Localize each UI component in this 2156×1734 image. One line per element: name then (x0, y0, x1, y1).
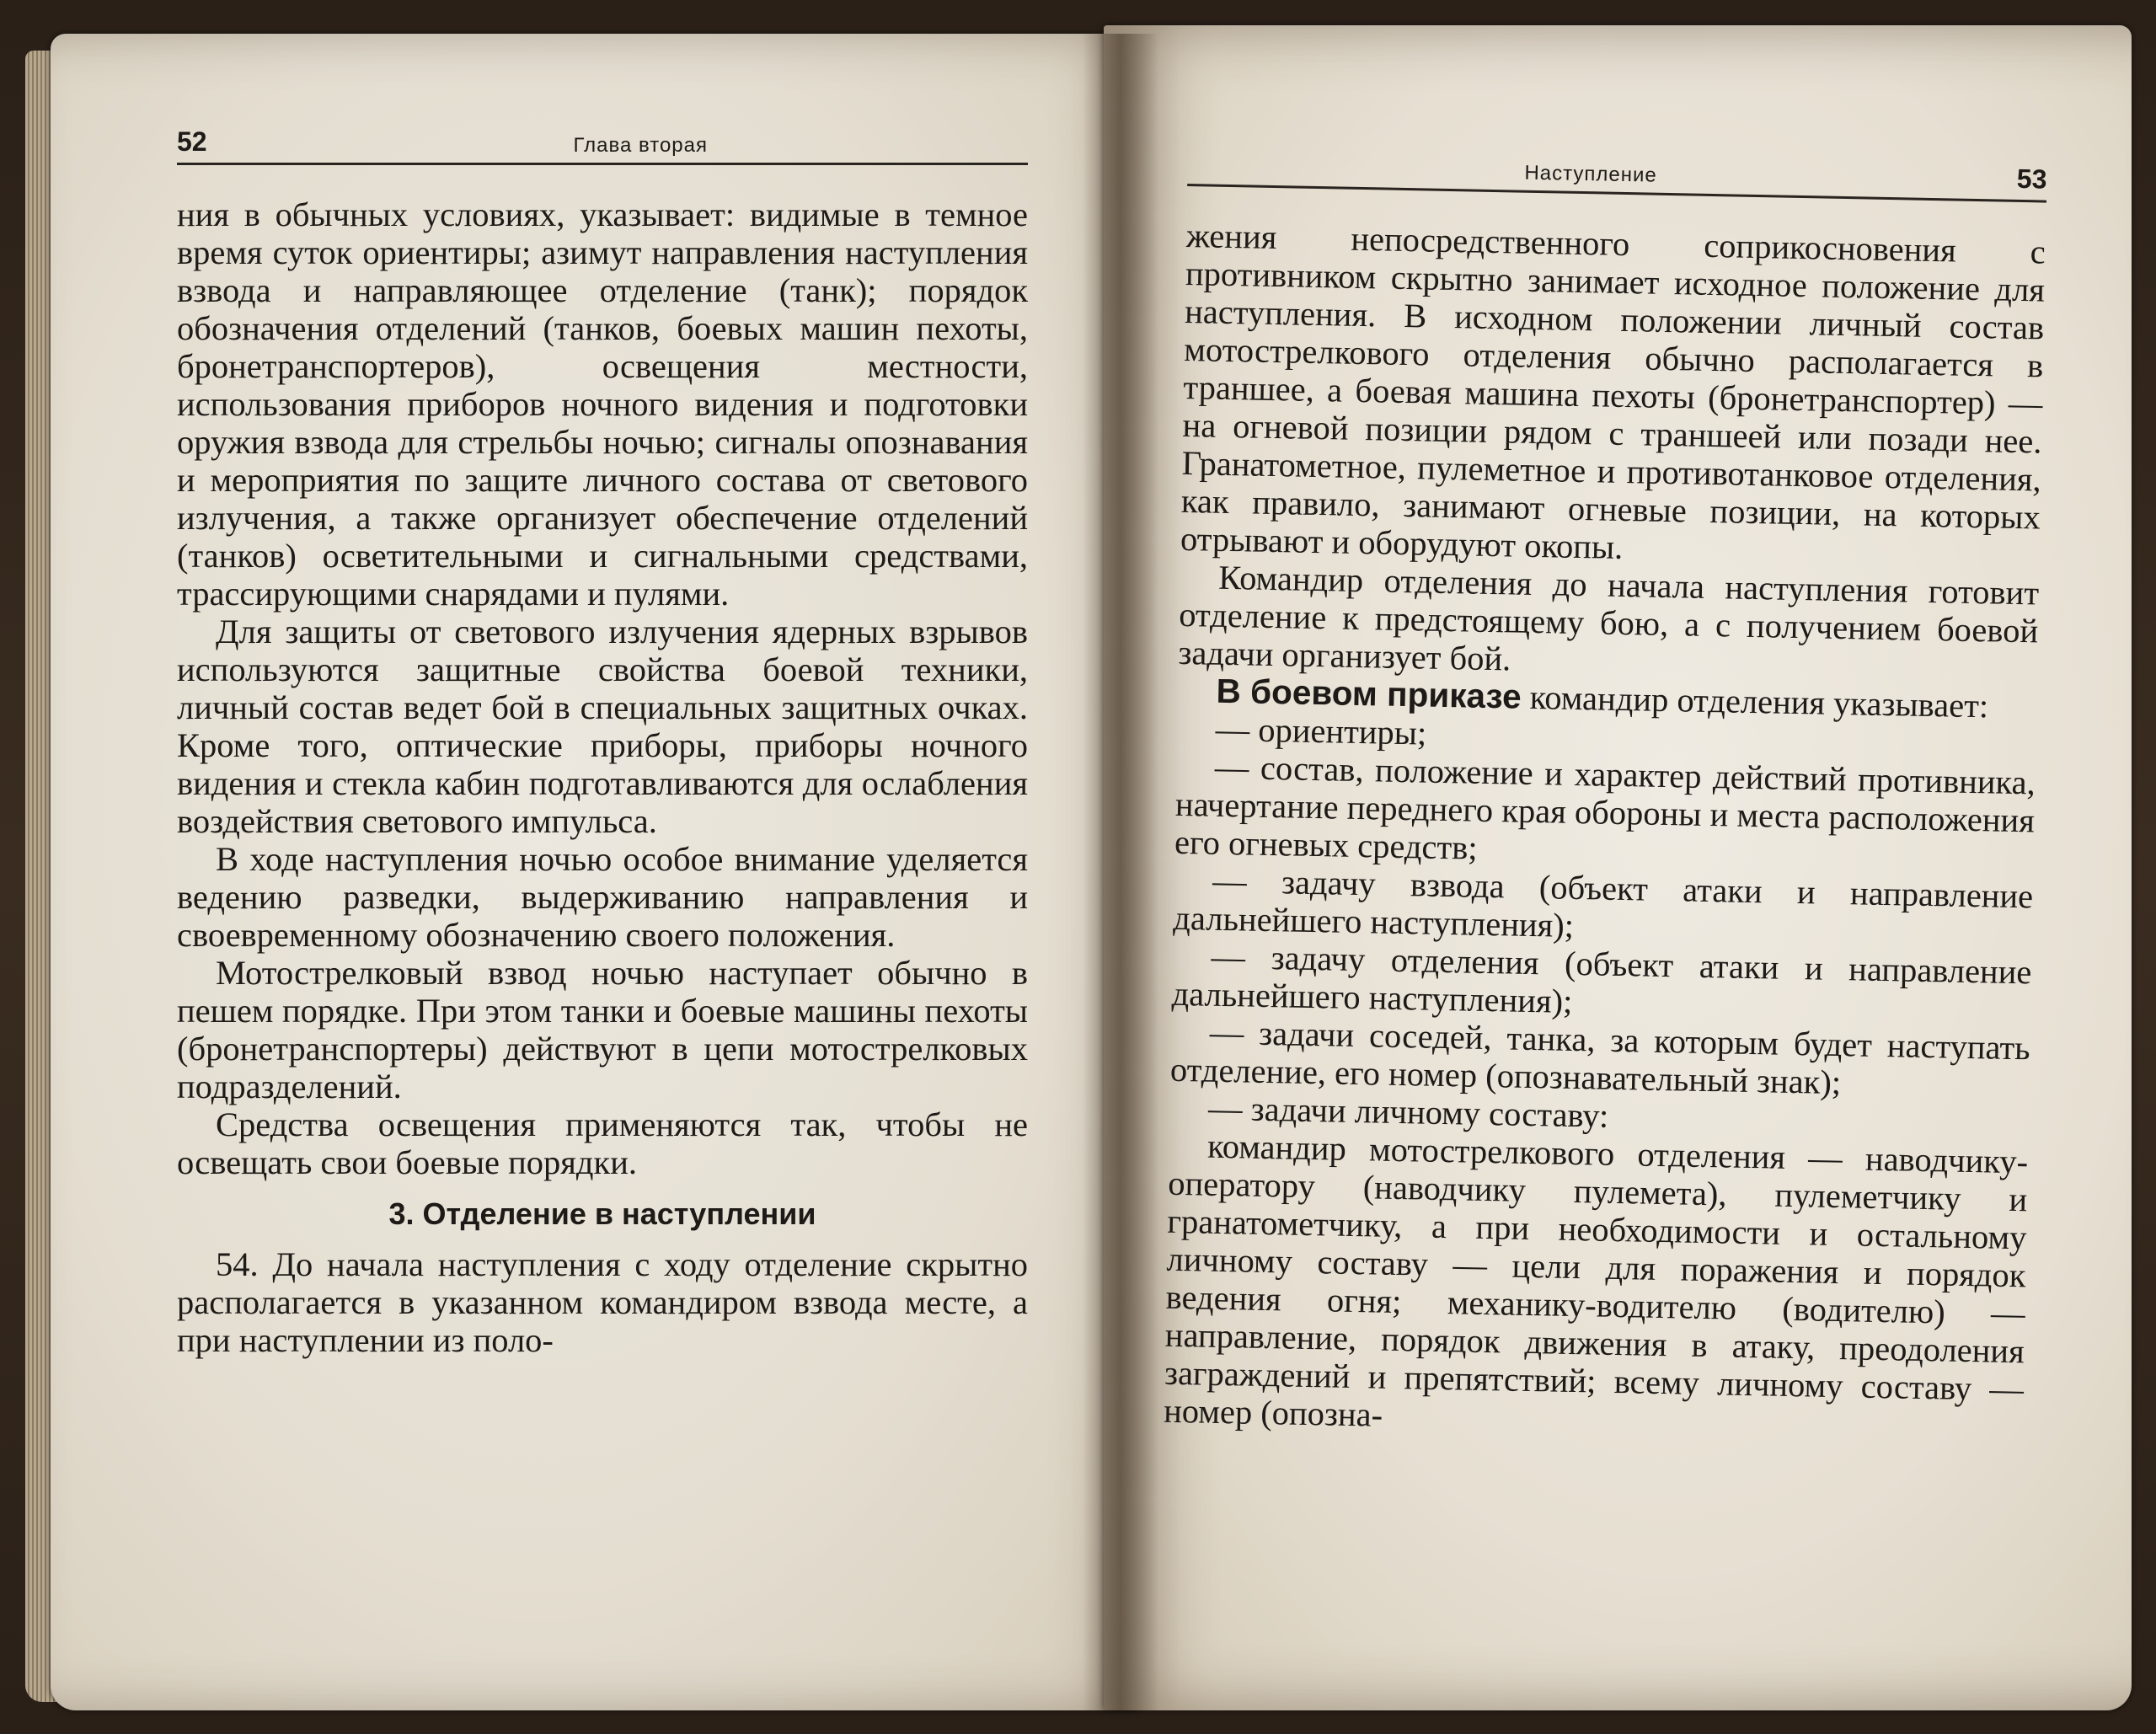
section-title: 3. Отделение в наступлении (388, 1196, 816, 1231)
list-item: — задачу взвода (объект атаки и направление дальнейшего наступления); (1173, 861, 2034, 945)
left-page-number: 52 (177, 126, 207, 157)
order-lead-bold: В боевом приказе (1216, 671, 1522, 716)
left-page (51, 34, 1137, 1710)
paragraph: Мотострелковый взвод ночью наступает обычно в пешем порядке. При этом танки и боевые машины пехоты (бронетранспортеры) действуют в цепи мотострелковых подразделений. (177, 954, 1028, 1105)
paragraph: В ходе наступления ночью особое внимание уделяется ведению разведки, выдерживанию направления и своевременному обозначению своего положения. (177, 840, 1028, 954)
list-item: — ориентиры; (1215, 709, 1427, 752)
list-item: — задачи соседей, танка, за которым будет наступать отделение, его номер (опознавательный знак); (1169, 1013, 2031, 1102)
right-page (1104, 25, 2132, 1710)
paragraph: ния в обычных условиях, указывает: видимые в темное время суток ориентиры; азимут направления наступления взвода и направляющее отделение (танк); порядок обозначения отделений (танков, боевых машин пехоты, бронетранспортеров), освещения местности, использования приборов ночного видения и подготовки оружия взвода для стрельбы ночью; сигналы опознавания и мероприятия по защите личного состава от светового излучения, а также организует обеспечение отделений (танков) осветительными и сигнальными средствами, трассирующими снарядами и пулями. (177, 195, 1028, 613)
right-page-header (1187, 147, 2047, 203)
paragraph: командир мотострелкового отделения — наводчику-оператору (наводчику пулемета), пулеметчику и гранатометчику, а при необходимости и остальному личному составу — цели для поражения и порядок ведения огня; механику-водителю (водителю) — направление, порядок движения в атаку, преодоления заграждений и препятствий; всему личному составу — номер (опозна- (1163, 1127, 2029, 1434)
order-lead-rest: командир отделения указывает: (1521, 677, 1989, 725)
paragraph: жения непосредственного соприкосновения с противником скрытно занимает исходное положение для наступления. В исходном положении личный состав мотострелкового отделения обычно располагается в траншее, а боевая машина пехоты (бронетранспортер) — на огневой позиции рядом с траншеей или позади нее. Гранатометное, пулеметное и противотанковое отделения, как правило, занимают огневые позиции, на которых отрывают и оборудуют окопы. (1180, 216, 2046, 566)
right-running-head: Наступление (1524, 161, 1658, 187)
list-item: — задачу отделения (объект атаки и направление дальнейшего наступления); (1171, 937, 2032, 1020)
right-page-number: 53 (2016, 163, 2047, 195)
left-page-body (177, 195, 1028, 1359)
paragraph: 54. До начала наступления с ходу отделение скрытно располагается в указанном командиром взвода месте, а при наступлении из поло- (177, 1245, 1028, 1359)
right-page-content (1164, 147, 2047, 1446)
paragraph: Для защиты от светового излучения ядерных взрывов используются защитные свойства боевой техники, личный состав ведет бой в специальных защитных очках. Кроме того, оптические приборы, приборы ночного видения и стекла кабин подготавливаются для ослабления воздействия светового импульса. (177, 613, 1028, 840)
right-page-body (1164, 217, 2046, 1446)
list-item: — задачи личному составу: (1207, 1089, 1609, 1135)
left-page-header (177, 126, 1028, 165)
paragraph: Командир отделения до начала наступления готовит отделение к предстоящему бою, а с получением боевой задачи организует бой. (1178, 558, 2040, 678)
left-running-head: Глава вторая (573, 134, 708, 157)
paragraph: Средства освещения применяются так, чтобы не освещать свои боевые порядки. (177, 1105, 1028, 1181)
list-item: — состав, положение и характер действий противника, начертание переднего края обороны и места расположения его огневых средств; (1174, 747, 2036, 867)
